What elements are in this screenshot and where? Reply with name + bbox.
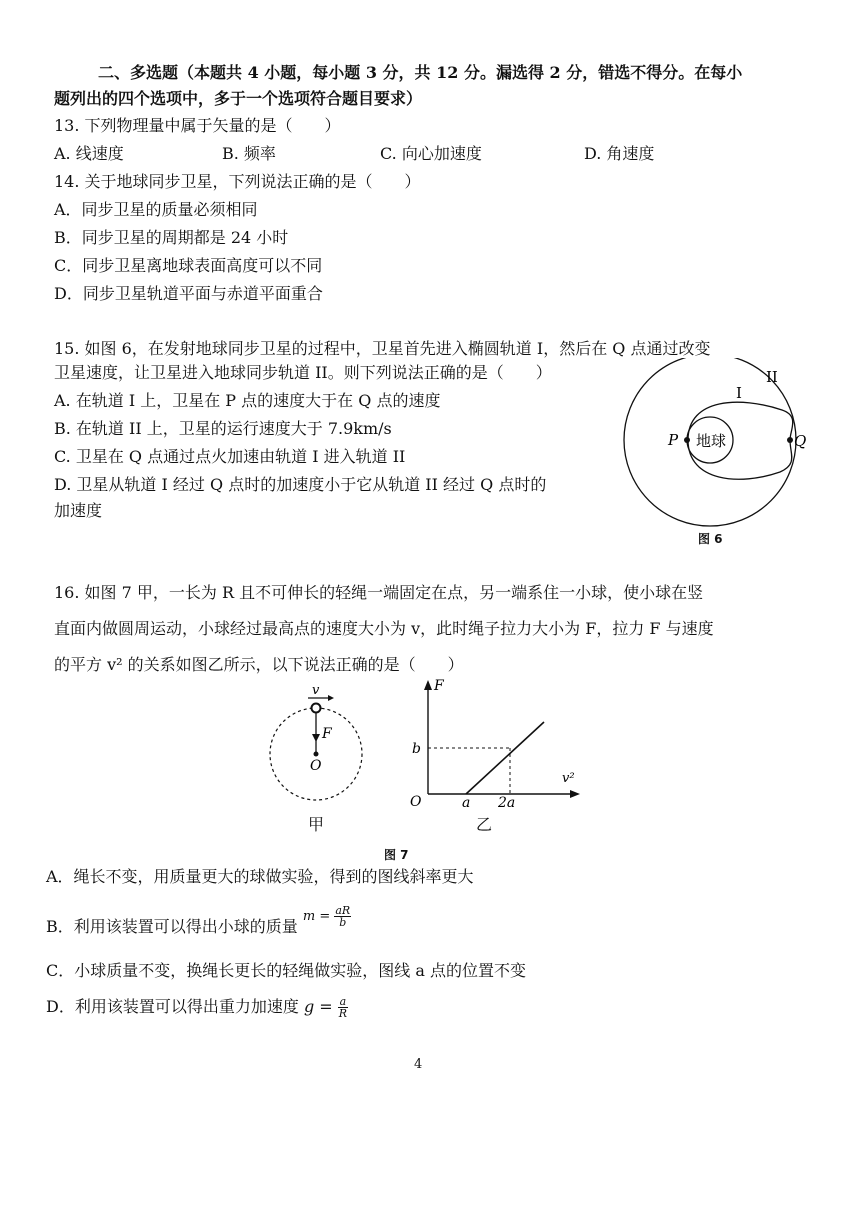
point-p: [684, 437, 690, 443]
orbit-diagram: [620, 358, 820, 528]
label-orbit-i: I: [736, 384, 742, 402]
tick-label-b: b: [412, 741, 421, 757]
q16-option-b-text: B．利用该装置可以得出小球的质量: [46, 917, 298, 936]
q16-option-a: A．绳长不变，用质量更大的球做实验，得到的图线斜率更大: [46, 867, 474, 886]
q14-option-a: A．同步卫星的质量必须相同: [54, 200, 258, 219]
figure-6-caption: 图 6: [698, 532, 723, 546]
figure-7b-caption: 乙: [476, 815, 493, 834]
y-axis-arrow: [424, 680, 432, 690]
x-axis-arrow: [570, 790, 580, 798]
figure-7a-caption: 甲: [308, 815, 325, 834]
q16-stem-line2: 直面内做圆周运动，小球经过最高点的速度大小为 v，此时绳子拉力大小为 F，拉力 F 与速度: [54, 619, 714, 638]
earth-label: 地球: [696, 432, 727, 450]
q14-option-d: D．同步卫星轨道平面与赤道平面重合: [54, 284, 323, 303]
q16-option-b: [46, 904, 351, 940]
q15-option-c: C. 卫星在 Q 点通过点火加速由轨道 I 进入轨道 II: [54, 447, 406, 466]
figure-7-caption: 图 7: [384, 848, 409, 862]
q15-stem-line2: 卫星速度，让卫星进入地球同步轨道 II。则下列说法正确的是（ ）: [54, 363, 552, 382]
label-q: Q: [794, 432, 807, 450]
section-header-line2: 题列出的四个选项中，多于一个选项符合题目要求）: [54, 89, 423, 108]
q16-option-d: [46, 996, 348, 1019]
q13-stem: 13. 下列物理量中属于矢量的是（ ）: [54, 116, 341, 135]
q16-option-b-formula: [302, 904, 351, 929]
formula-g-lhs: g =: [303, 997, 333, 1016]
q15-stem-line1: 15. 如图 6，在发射地球同步卫星的过程中，卫星首先进入椭圆轨道 I，然后在 Q 点通过改变: [54, 339, 711, 358]
q15-option-d: D. 卫星从轨道 I 经过 Q 点时的加速度小于它从轨道 II 经过 Q 点时的: [54, 475, 547, 494]
figure-7b-graph: [402, 676, 592, 816]
q16-stem-line1: 16. 如图 7 甲，一长为 R 且不可伸长的轻绳一端固定在点，另一端系住一小球，使小球在竖: [54, 583, 704, 602]
label-v: v: [312, 683, 320, 698]
force-arrow: [312, 734, 320, 742]
figure-7a-circular-motion: [264, 682, 374, 812]
label-orbit-ii: II: [766, 368, 778, 386]
q16-option-d-text: D．利用该装置可以得出重力加速度: [46, 997, 299, 1016]
q14-stem: 14. 关于地球同步卫星，下列说法正确的是（ ）: [54, 172, 421, 191]
q13-option-c: C. 向心加速度: [380, 144, 482, 163]
formula-m-fraction: [334, 905, 351, 928]
f-v2-line: [466, 722, 544, 794]
q15-option-a: A. 在轨道 I 上，卫星在 P 点的速度大于在 Q 点的速度: [54, 391, 441, 410]
page-number: 4: [414, 1057, 423, 1072]
ball: [312, 704, 321, 713]
center-point: [314, 752, 319, 757]
q15-option-b: B. 在轨道 II 上，卫星的运行速度大于 7.9km/s: [54, 419, 392, 438]
formula-g-fraction: [338, 996, 348, 1019]
formula-m-numerator: aR: [335, 904, 351, 917]
section-header-line1: 二、多选题（本题共 4 小题，每小题 3 分，共 12 分。漏选得 2 分，错选不得分。在每小: [98, 63, 743, 82]
point-q: [787, 437, 793, 443]
label-f: F: [322, 726, 332, 742]
tick-label-2a: 2a: [498, 795, 516, 811]
tick-label-a: a: [462, 795, 471, 811]
axis-label-v2: v²: [562, 771, 575, 786]
q13-option-d: D. 角速度: [584, 144, 655, 163]
axis-label-f: F: [434, 678, 444, 694]
q13-option-b: B. 频率: [222, 144, 276, 163]
q14-option-c: C．同步卫星离地球表面高度可以不同: [54, 256, 323, 275]
q16-stem-line3: 的平方 v² 的关系如图乙所示，以下说法正确的是（ ）: [54, 655, 464, 674]
q13-option-a: A. 线速度: [54, 144, 124, 163]
velocity-arrowhead: [328, 695, 334, 701]
formula-g-denominator: R: [338, 1007, 348, 1020]
label-p: P: [668, 431, 679, 449]
formula-m-denominator: b: [339, 916, 347, 929]
formula-m-lhs: m =: [302, 909, 331, 924]
formula-g-numerator: a: [339, 995, 347, 1008]
label-o: O: [310, 758, 322, 774]
origin-label: O: [410, 794, 422, 810]
q16-option-c: C．小球质量不变，换绳长更长的轻绳做实验，图线 a 点的位置不变: [46, 961, 526, 980]
q14-option-b: B．同步卫星的周期都是 24 小时: [54, 228, 289, 247]
q15-option-d-continued: 加速度: [54, 501, 103, 520]
